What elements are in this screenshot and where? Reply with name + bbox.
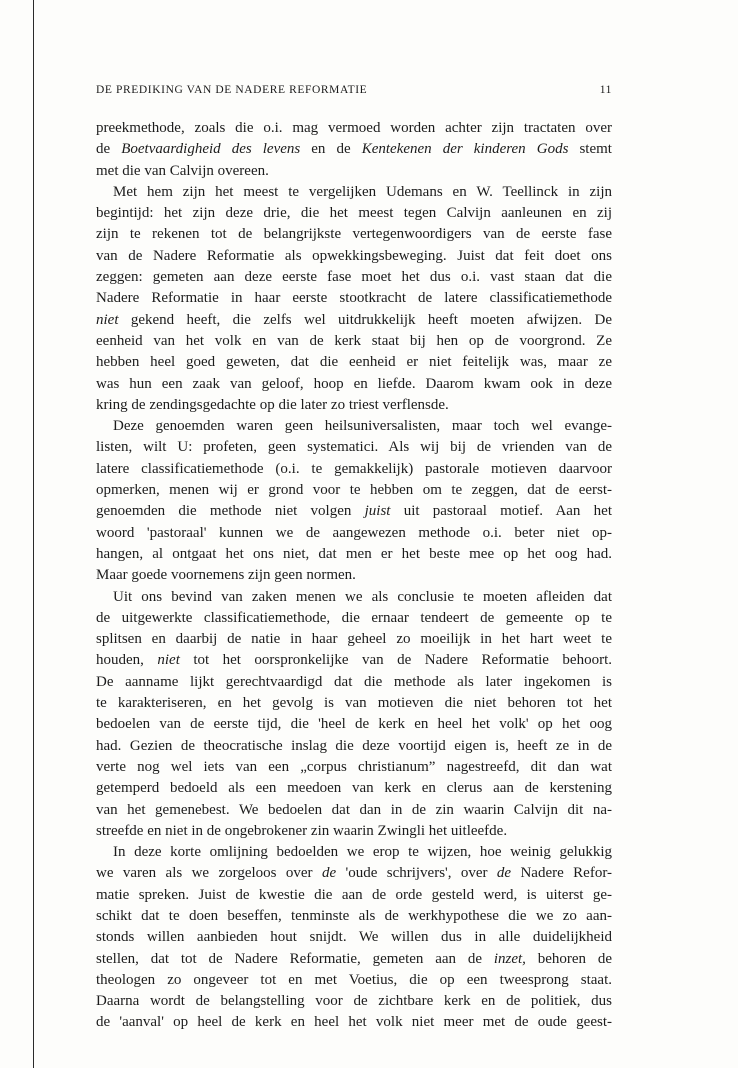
- text-line: [96, 587, 612, 608]
- text-run: matie spreken. Juist de kwestie die aan de orde gesteld werd, is uiterst ge-: [96, 886, 612, 903]
- text-run: latere classificatiemethode (o.i. te gemakkelijk) pastorale motieven daarvoor: [96, 460, 612, 477]
- text-run: Nadere Refor-: [511, 865, 612, 882]
- italic-run: Boetvaardigheid des levens: [121, 141, 301, 158]
- text-line: [96, 267, 612, 288]
- text-run: kring de zendingsgedachte op die later zo triest verflensde.: [96, 396, 449, 413]
- text-run: Deze genoemden waren geen heilsuniversalisten, maar toch wel evange-: [113, 418, 612, 435]
- text-line: [96, 118, 612, 139]
- page-number: 11: [599, 84, 612, 96]
- text-run: streefde en niet in de ongebrokener zin waarin Zwingli het uitleefde.: [96, 822, 508, 839]
- text-run: 'oude schrijvers', over: [336, 865, 497, 882]
- text-line: [96, 949, 612, 970]
- text-line: [96, 310, 612, 331]
- text-line: [96, 480, 612, 501]
- text-run: verte nog wel iets van een „corpus christianum” nagestreefd, dit dan wat: [96, 758, 612, 775]
- text-run: houden,: [96, 652, 158, 669]
- text-run: Met hem zijn het meest te vergelijken Udemans en W. Teellinck in zijn: [113, 183, 612, 200]
- text-run: In deze korte omlijning bedoelden we erop te wijzen, hoe weinig gelukkig: [113, 844, 612, 861]
- text-line: [96, 203, 612, 224]
- text-line: [96, 650, 612, 671]
- text-run: theologen zo ongeveer tot en met Voetius, die op een tweesprong staat.: [96, 971, 612, 988]
- text-line: [96, 331, 612, 352]
- text-line: [96, 821, 612, 842]
- text-line: [96, 863, 612, 884]
- italic-run: de: [321, 865, 337, 882]
- text-line: [96, 565, 612, 586]
- text-line: [96, 161, 612, 182]
- text-line: [96, 970, 612, 991]
- text-line: [96, 182, 612, 203]
- text-line: [96, 608, 612, 629]
- text-run: genoemden die methode niet volgen: [96, 503, 365, 520]
- text-run: begintijd: het zijn deze drie, die het meest tegen Calvijn aanleunen en zij: [96, 205, 612, 222]
- text-run: met die van Calvijn overeen.: [96, 162, 269, 179]
- text-run: de 'aanval' op heel de kerk en heel het volk niet meer met de oude geest-: [96, 1014, 612, 1031]
- text-run: gekend heeft, die zelfs wel uitdrukkelijk heeft moeten afwijzen. De: [118, 311, 612, 328]
- text-line: [96, 672, 612, 693]
- text-run: behoren de: [525, 950, 612, 967]
- italic-run: de: [496, 865, 512, 882]
- text-run: preekmethode, zoals die o.i. mag vermoed worden achter zijn tractaten over: [96, 120, 612, 136]
- text-run: eenheid van het volk en van de kerk staat bij hen op de voorgrond. Ze: [96, 332, 612, 349]
- text-line: [96, 288, 612, 309]
- text-run: zeggen: gemeten aan deze eerste fase moet het dus o.i. vast staan dat die: [96, 269, 612, 286]
- text-line: [96, 757, 612, 778]
- text-run: stellen, dat tot de Nadere Reformatie, gemeten aan de: [96, 950, 494, 967]
- italic-run: niet: [157, 652, 180, 669]
- text-run: hangen, al ontgaat het ons niet, dat men er het beste mee op het oog had.: [96, 545, 612, 562]
- text-run: De aanname lijkt gerechtvaardigd dat die methode als later ingekomen is: [96, 673, 612, 690]
- text-line: [96, 1012, 612, 1033]
- text-line: [96, 991, 612, 1012]
- text-run: stemt: [568, 141, 612, 158]
- italic-run: juist: [364, 503, 391, 520]
- text-run: had. Gezien de theocratische inslag die deze voortijd eigen is, heeft ze in de: [96, 737, 612, 754]
- text-run: Maar goede voornemens zijn geen normen.: [96, 567, 356, 584]
- text-line: [96, 416, 612, 437]
- text-line: [96, 800, 612, 821]
- text-run: en de: [300, 141, 362, 158]
- text-run: te karakteriseren, en het gevolg is van motieven die niet behoren tot het: [96, 695, 612, 712]
- text-run: de: [96, 141, 122, 158]
- text-line: [96, 437, 612, 458]
- text-run: stonds willen aanbieden hout snijdt. We willen dus in alle duidelijkheid: [96, 929, 612, 946]
- text-run: van het gemenebest. We bedoelen dat dan in de zin waarin Calvijn dit na-: [96, 801, 612, 818]
- text-line: [96, 842, 612, 863]
- running-title: DE PREDIKING VAN DE NADERE REFORMATIE: [96, 84, 368, 96]
- text-line: [96, 352, 612, 373]
- text-line: [96, 374, 612, 395]
- text-line: [96, 139, 612, 160]
- text-run: listen, wilt U: profeten, geen systematici. Als wij bij de vrienden van de: [96, 439, 612, 456]
- italic-run: Kentekenen der kinderen Gods: [361, 141, 569, 158]
- italic-run: inzet,: [493, 950, 526, 967]
- text-line: [96, 906, 612, 927]
- text-line: [96, 224, 612, 245]
- text-line: [96, 246, 612, 267]
- text-run: Nadere Reformatie in haar eerste stootkracht de latere classificatiemethode: [96, 290, 612, 307]
- text-line: [96, 459, 612, 480]
- text-line: [96, 736, 612, 757]
- text-run: zijn te rekenen tot de belangrijkste vertegenwoordigers van de eerste fase: [96, 226, 612, 243]
- text-run: we varen als we zorgeloos over: [96, 865, 322, 882]
- text-run: tot het oorspronkelijke van de Nadere Reformatie behoort.: [179, 652, 612, 669]
- text-run: woord 'pastoraal' kunnen we de aangewezen methode o.i. beter niet op-: [96, 524, 612, 541]
- text-run: was hun een zaak van geloof, hoop en liefde. Daarom kwam ook in deze: [96, 375, 612, 392]
- text-run: Daarna wordt de belangstelling voor de zichtbare kerk en de politiek, dus: [96, 993, 612, 1010]
- text-line: [96, 778, 612, 799]
- text-run: van de Nadere Reformatie als opwekkingsbeweging. Juist dat feit doet ons: [96, 247, 612, 264]
- text-run: de uitgewerkte classificatiemethode, die ernaar tendeert de gemeente op te: [96, 609, 612, 626]
- text-run: opmerken, menen wij er grond voor te hebben om te zeggen, dat de eerst-: [96, 482, 612, 499]
- text-run: getemperd bedoeld als een meedoen van kerk en clerus aan de kerstening: [96, 780, 612, 797]
- text-run: hebben heel goed geweten, dat die eenheid er niet feitelijk was, maar ze: [96, 354, 612, 371]
- text-run: Uit ons bevind van zaken menen we als conclusie te moeten afleiden dat: [113, 588, 612, 605]
- body-text: [96, 118, 612, 1034]
- page-edge-line: [33, 0, 34, 1068]
- text-line: [96, 693, 612, 714]
- text-line: [96, 714, 612, 735]
- text-line: [96, 501, 612, 522]
- text-line: [96, 395, 612, 416]
- text-line: [96, 629, 612, 650]
- text-run: schikt dat te doen beseffen, tenminste als de werkhypothese die we zo aan-: [96, 907, 612, 924]
- text-line: [96, 544, 612, 565]
- text-run: uit pastoraal motief. Aan het: [390, 503, 612, 520]
- text-line: [96, 523, 612, 544]
- text-line: [96, 927, 612, 948]
- text-run: bedoelen van de eerste tijd, die 'heel de kerk en heel het volk' op het oog: [96, 716, 612, 733]
- text-line: [96, 885, 612, 906]
- text-run: splitsen en daarbij de natie in haar geheel zo moeilijk in het hart weet te: [96, 631, 612, 648]
- italic-run: niet: [96, 311, 119, 328]
